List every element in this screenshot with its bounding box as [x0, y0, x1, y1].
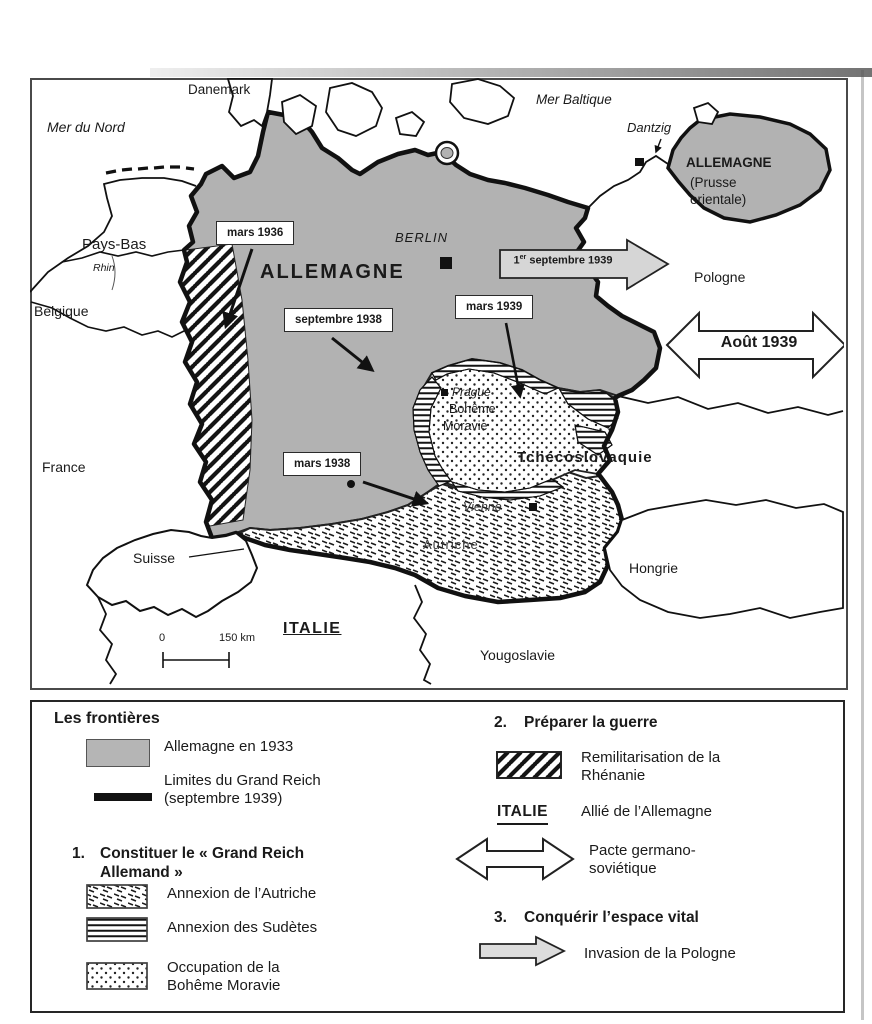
- legend-italie-symbol: ITALIE: [497, 803, 548, 825]
- label-pays-bas: Pays-Bas: [82, 236, 147, 253]
- swatch-reich-border: [94, 793, 152, 801]
- label-belgique: Belgique: [34, 303, 89, 319]
- scan-artifact-right: [861, 70, 864, 1020]
- label-france: France: [42, 459, 86, 475]
- danzig-pointer-arrow: [656, 139, 661, 152]
- legend-occupation-2: Bohême Moravie: [167, 977, 281, 994]
- legend-section1-title-1: Constituer le « Grand Reich: [100, 845, 305, 862]
- label-rhin: Rhin: [93, 262, 115, 274]
- date-box-mars-1936: mars 1936: [216, 221, 294, 245]
- label-east-prussia-2: (Prusse: [690, 175, 737, 190]
- label-autriche: Autriche: [423, 537, 479, 552]
- label-boheme: Bohême: [449, 402, 496, 416]
- label-allemagne: ALLEMAGNE: [260, 261, 405, 283]
- label-moravie: Moravie: [443, 419, 488, 433]
- date-box-mars-1939: mars 1939: [455, 295, 533, 319]
- legend-remilitarisation-2: Rhénanie: [581, 767, 646, 784]
- legend-annexion-autriche: Annexion de l’Autriche: [167, 885, 317, 902]
- legend-annexion-sudetes: Annexion des Sudètes: [167, 919, 318, 936]
- scan-artifact-top: [150, 68, 872, 77]
- arrow-date-rest: septembre 1939: [526, 254, 613, 267]
- label-aout-1939: Août 1939: [720, 334, 798, 351]
- label-italie-map: ITALIE: [283, 620, 342, 637]
- swatch-sudeten-annexion: [86, 917, 148, 942]
- legend-section3-num: 3.: [494, 909, 507, 926]
- arrow-date-num: 1: [513, 254, 520, 267]
- germany-1933-region: [180, 112, 660, 538]
- label-east-prussia-3: orientale): [690, 192, 747, 207]
- swatch-bohemia-occupation: [86, 962, 148, 990]
- danzig-marker: [635, 158, 644, 166]
- switzerland-region: [87, 530, 257, 617]
- label-berlin: BERLIN: [395, 230, 448, 245]
- label-tchecoslovaquie: Tchécoslovaquie: [517, 449, 653, 466]
- legend-pacte-2: soviétique: [589, 860, 657, 877]
- legend-section1-num: 1.: [72, 845, 85, 862]
- ruegen-island: [436, 142, 458, 164]
- berlin-marker: [440, 257, 452, 269]
- label-yougoslavie: Yougoslavie: [480, 647, 555, 663]
- label-mer-baltique: Mer Baltique: [536, 92, 612, 107]
- swatch-rhineland: [496, 751, 562, 779]
- label-suisse: Suisse: [133, 550, 176, 566]
- date-box-septembre-1938: septembre 1938: [284, 308, 393, 332]
- date-box-mars-1938: mars 1938: [283, 452, 361, 476]
- label-vienne: Vienne: [463, 500, 502, 514]
- legend-invasion-pologne: Invasion de la Pologne: [584, 945, 736, 962]
- vienna-marker: [529, 503, 537, 511]
- legend-pacte-1: Pacte germano-: [589, 842, 696, 859]
- label-pologne: Pologne: [694, 269, 746, 285]
- arrow-date-sup: er: [519, 254, 527, 261]
- legend-section1-title-2: Allemand »: [100, 864, 183, 881]
- legend-reich-limits-1: Limites du Grand Reich: [164, 772, 321, 789]
- label-hongrie: Hongrie: [629, 560, 679, 576]
- scale-zero: 0: [159, 632, 166, 644]
- legend-title-frontieres: Les frontières: [54, 710, 160, 727]
- legend-reich-limits-2: (septembre 1939): [164, 790, 283, 807]
- label-east-prussia-1: ALLEMAGNE: [686, 155, 772, 170]
- legend-allie-allemagne: Allié de l’Allemagne: [581, 803, 712, 820]
- legend-section2-title: Préparer la guerre: [524, 714, 658, 731]
- austria-date-dot: [347, 480, 355, 488]
- invasion-arrow-symbol: [478, 934, 568, 968]
- prague-marker: [441, 389, 448, 396]
- legend-remilitarisation-1: Remilitarisation de la: [581, 749, 721, 766]
- label-1er-septembre-1939: [504, 254, 622, 267]
- label-prague: Prague: [452, 385, 491, 399]
- label-dantzig: Dantzig: [627, 120, 672, 135]
- pact-arrow-symbol: [455, 836, 575, 882]
- legend-occupation-1: Occupation de la: [167, 959, 280, 976]
- legend-germany-1933: Allemagne en 1933: [164, 738, 294, 755]
- legend-section2-num: 2.: [494, 714, 507, 731]
- label-danemark: Danemark: [188, 82, 251, 97]
- swatch-austria-annexion: [86, 884, 148, 909]
- legend-section3-title: Conquérir l’espace vital: [524, 909, 699, 926]
- frisian-islands: [106, 167, 194, 173]
- scale-bar: [163, 652, 229, 668]
- scale-max: 150 km: [219, 632, 256, 644]
- label-mer-du-nord: Mer du Nord: [47, 119, 125, 135]
- hungary-region: [605, 500, 843, 618]
- swatch-germany-1933: [86, 739, 150, 767]
